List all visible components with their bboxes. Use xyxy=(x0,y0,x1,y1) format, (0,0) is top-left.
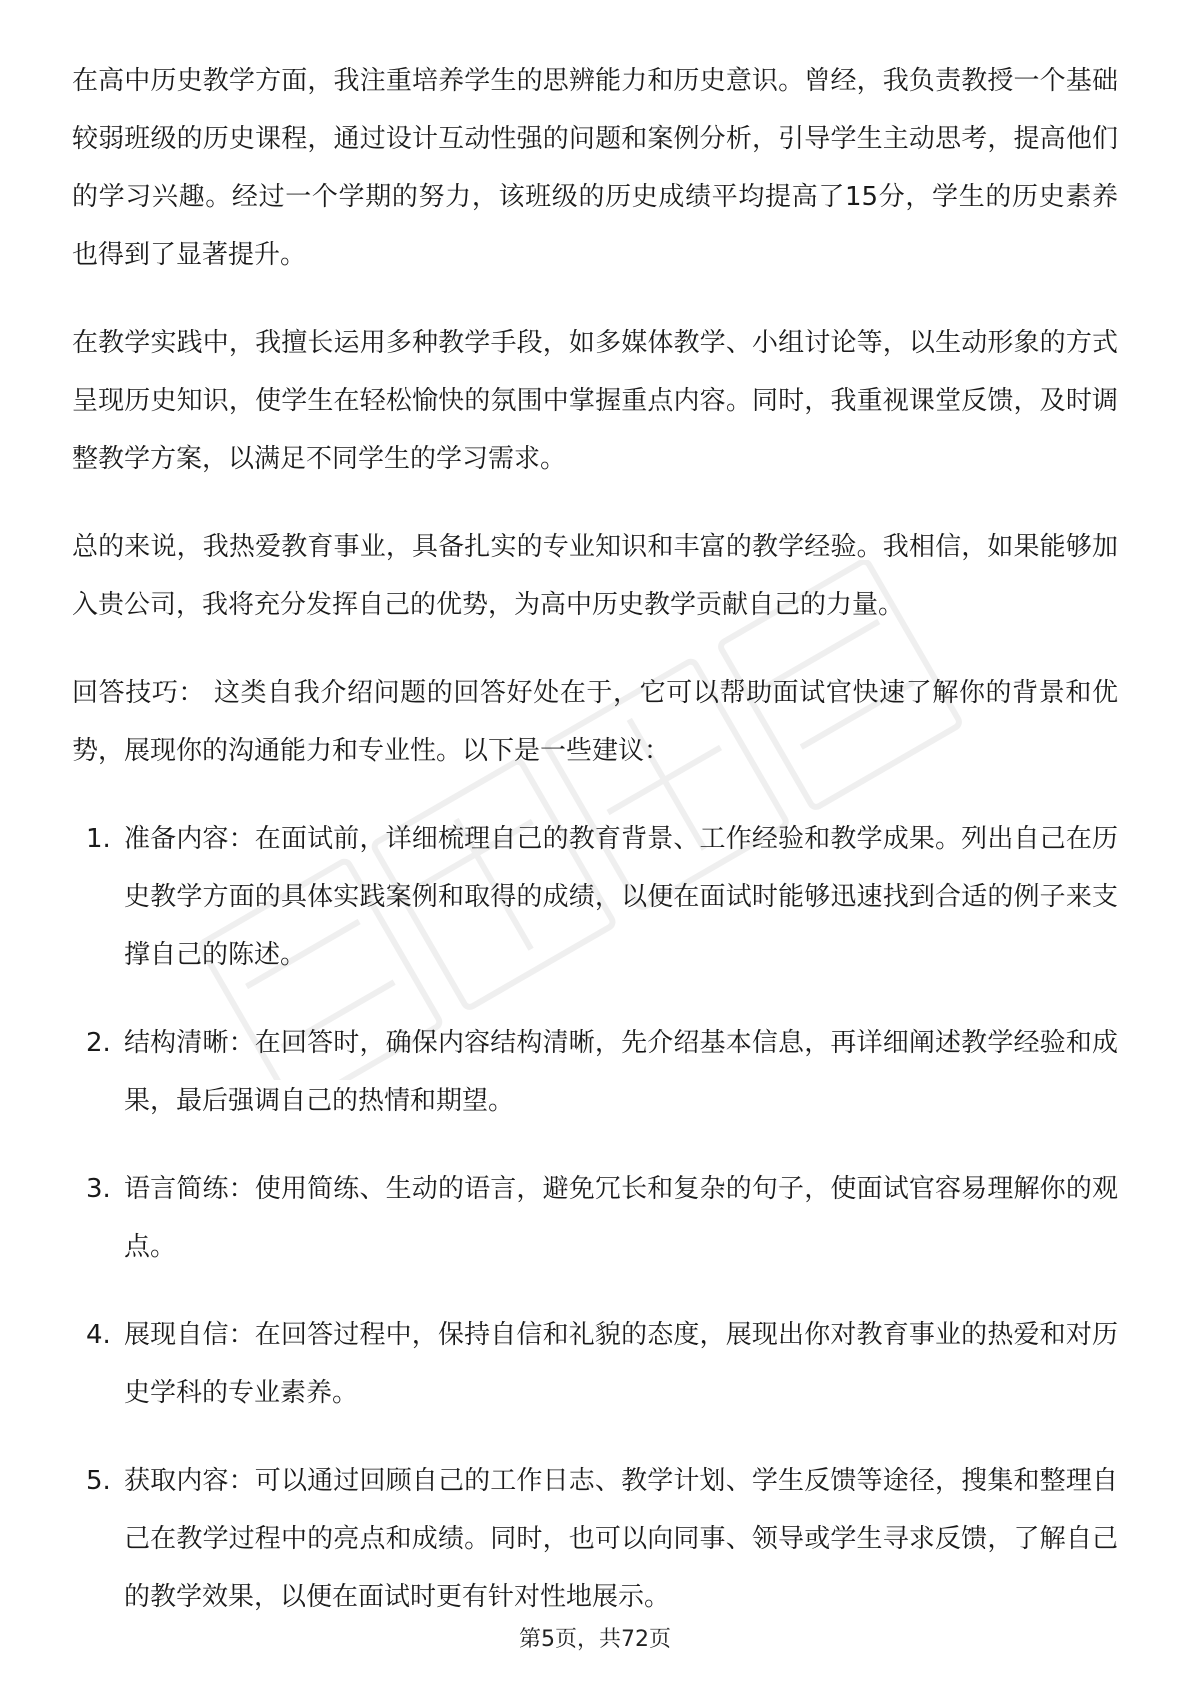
tips-list xyxy=(72,810,1118,1626)
list-item-text: 获取内容：可以通过回顾自己的工作日志、教学计划、学生反馈等途径，搜集和整理自己在教学过程中的亮点和成绩。同时，也可以向同事、领导或学生寻求反馈，了解自己的教学效果，以便在面试时更有针对性地展示。 xyxy=(124,1466,1118,1612)
page-number-footer: 第5页，共72页 xyxy=(519,1627,671,1652)
list-item-text: 语言简练：使用简练、生动的语言，避免冗长和复杂的句子，使面试官容易理解你的观点。 xyxy=(124,1174,1118,1262)
list-item xyxy=(72,1306,1118,1422)
list-item-number: 2. xyxy=(86,1028,111,1058)
list-item-text: 结构清晰：在回答时，确保内容结构清晰，先介绍基本信息，再详细阐述教学经验和成果，最后强调自己的热情和期望。 xyxy=(124,1028,1118,1116)
list-item-number: 4. xyxy=(86,1320,111,1350)
list-item-text: 准备内容：在面试前，详细梳理自己的教育背景、工作经验和教学成果。列出自己在历史教学方面的具体实践案例和取得的成绩，以便在面试时能够迅速找到合适的例子来支撑自己的陈述。 xyxy=(124,824,1118,970)
list-item xyxy=(72,1452,1118,1626)
paragraph-answer-tips-intro: 回答技巧： 这类自我介绍问题的回答好处在于，它可以帮助面试官快速了解你的背景和优势，展现你的沟通能力和专业性。以下是一些建议： xyxy=(72,678,1118,766)
document-body xyxy=(72,52,1118,1656)
list-item-number: 1. xyxy=(86,824,111,854)
list-item xyxy=(72,1014,1118,1130)
list-item-number: 3. xyxy=(86,1174,111,1204)
list-item xyxy=(72,1160,1118,1276)
paragraph-teaching-methods: 在教学实践中，我擅长运用多种教学手段，如多媒体教学、小组讨论等，以生动形象的方式呈现历史知识，使学生在轻松愉快的氛围中掌握重点内容。同时，我重视课堂反馈，及时调整教学方案，以满足不同学生的学习需求。 xyxy=(72,328,1118,474)
list-item-text: 展现自信：在回答过程中，保持自信和礼貌的态度，展现出你对教育事业的热爱和对历史学科的专业素养。 xyxy=(124,1320,1118,1408)
list-item xyxy=(72,810,1118,984)
paragraph-teaching-history: 在高中历史教学方面，我注重培养学生的思辨能力和历史意识。曾经，我负责教授一个基础较弱班级的历史课程，通过设计互动性强的问题和案例分析，引导学生主动思考，提高他们的学习兴趣。经过一个学期的努力，该班级的历史成绩平均提高了15分，学生的历史素养也得到了显著提升。 xyxy=(72,66,1118,270)
paragraph-summary: 总的来说，我热爱教育事业，具备扎实的专业知识和丰富的教学经验。我相信，如果能够加入贵公司，我将充分发挥自己的优势，为高中历史教学贡献自己的力量。 xyxy=(72,532,1118,620)
list-item-number: 5. xyxy=(86,1466,111,1496)
